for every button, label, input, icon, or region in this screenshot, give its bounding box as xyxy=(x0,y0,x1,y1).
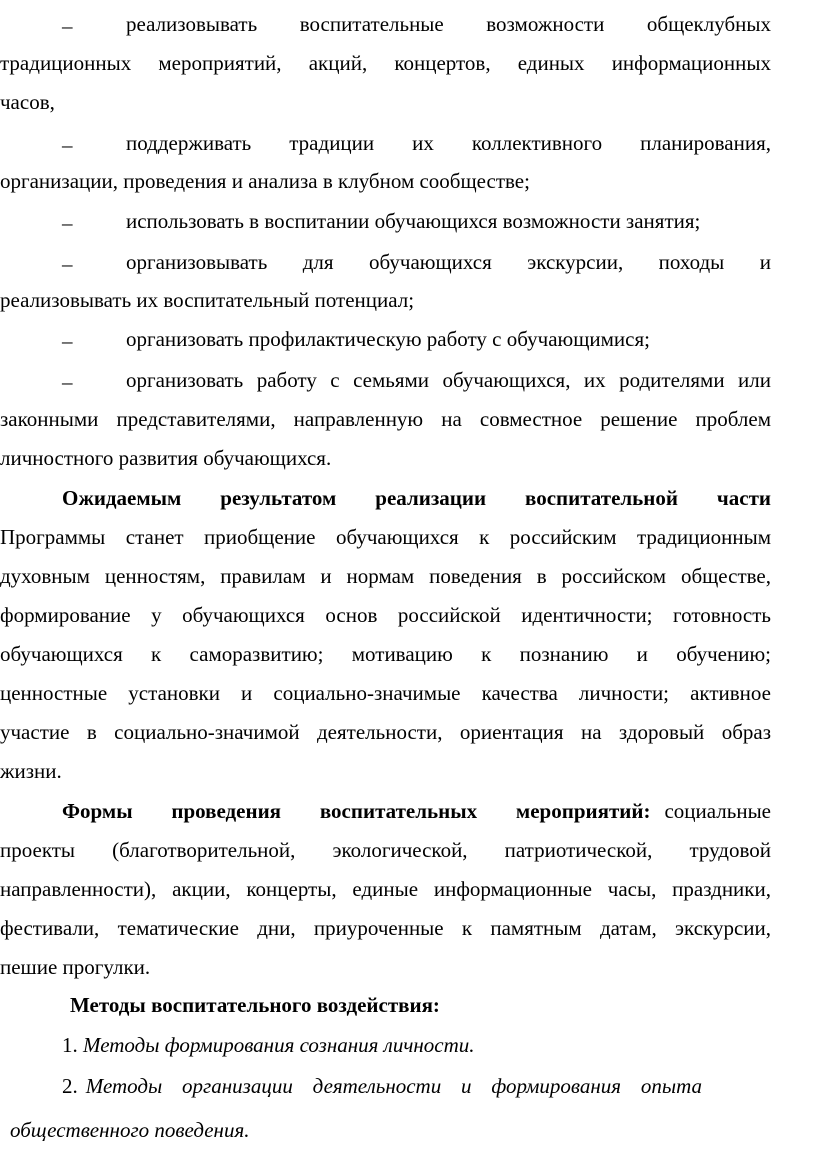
list-dash: – xyxy=(62,211,73,235)
methods-heading: Методы воспитательного воздействия: xyxy=(70,993,440,1017)
methods-item-1-num: 1. xyxy=(62,1033,78,1057)
methods-item-2-text: Методы организации деятельности и формирования опыта xyxy=(85,1074,702,1098)
list-dash: – xyxy=(62,14,73,38)
result-line-5: ценностные установки и социально-значимые качества личности; активное xyxy=(0,681,771,705)
forms-line-2: направленности), акции, концерты, единые информационные часы, праздники, xyxy=(0,877,771,901)
result-line-3: формирование у обучающихся основ российской идентичности; готовность xyxy=(0,603,771,627)
forms-first-rest: социальные xyxy=(664,799,771,823)
list-item-1-line-1: реализовывать воспитательные возможности общеклубных xyxy=(126,12,771,36)
methods-item-1-text: Методы формирования сознания личности. xyxy=(83,1033,475,1057)
list-item-4-line-1: организовывать для обучающихся экскурсии, походы и xyxy=(126,250,771,274)
list-item-6-line-1: организовать работу с семьями обучающихся, их родителями или xyxy=(126,368,771,392)
forms-heading-bold: Формы проведения воспитательных мероприятий: xyxy=(62,799,651,823)
result-line-2: духовным ценностям, правилам и нормам поведения в российском обществе, xyxy=(0,564,771,588)
result-heading-bold: Ожидаемым результатом реализации воспитательной части xyxy=(62,486,771,510)
list-item-4-line-2: реализовывать их воспитательный потенциал; xyxy=(0,288,415,312)
list-item-1-line-3: часов, xyxy=(0,90,55,114)
forms-line-3: фестивали, тематические дни, приуроченные к памятным датам, экскурсии, xyxy=(0,916,771,940)
methods-item-2-num: 2. xyxy=(62,1074,78,1098)
methods-item-1 xyxy=(62,1035,475,1056)
result-line-7: жизни. xyxy=(0,759,62,783)
methods-item-2 xyxy=(62,1076,702,1097)
forms-line-4: пешие прогулки. xyxy=(0,955,151,979)
list-item-3-line-1: использовать в воспитании обучающихся возможности занятия; xyxy=(126,209,701,233)
result-line-1: Программы станет приобщение обучающихся к российским традиционным xyxy=(0,525,771,549)
result-line-6: участие в социально-значимой деятельности, ориентация на здоровый образ xyxy=(0,720,771,744)
list-item-2-line-1: поддерживать традиции их коллективного планирования, xyxy=(126,131,771,155)
list-dash: – xyxy=(62,370,73,394)
list-item-6-line-3: личностного развития обучающихся. xyxy=(0,446,332,470)
list-item-2-line-2: организации, проведения и анализа в клубном сообществе; xyxy=(0,169,530,193)
methods-item-2-cont-text: общественного поведения. xyxy=(10,1118,250,1142)
list-dash: – xyxy=(62,133,73,157)
result-line-4: обучающихся к саморазвитию; мотивацию к познанию и обучению; xyxy=(0,642,771,666)
list-item-1-line-2: традиционных мероприятий, акций, концертов, единых информационных xyxy=(0,51,771,75)
list-item-5-line-1: организовать профилактическую работу с обучающимися; xyxy=(126,327,650,351)
list-dash: – xyxy=(62,252,73,276)
list-item-6-line-2: законными представителями, направленную на совместное решение проблем xyxy=(0,407,771,431)
methods-item-2-cont xyxy=(10,1120,249,1141)
forms-line-1: проекты (благотворительной, экологической, патриотической, трудовой xyxy=(0,838,771,862)
list-dash: – xyxy=(62,329,73,353)
forms-first-line xyxy=(62,801,771,822)
